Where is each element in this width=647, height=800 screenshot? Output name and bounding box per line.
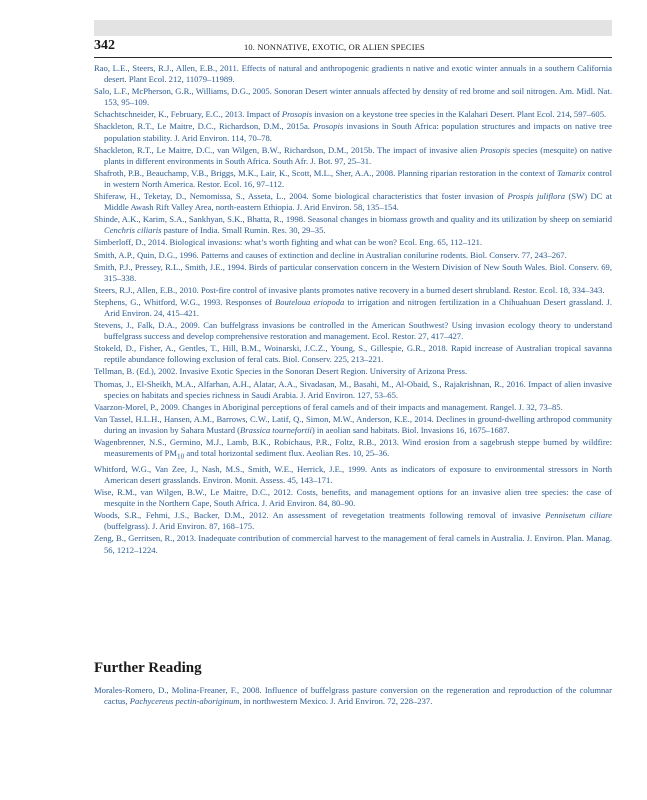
reference-entry: Rao, L.E., Steers, R.J., Allen, E.B., 2011. Effects of natural and anthropogenic gradients n native and exotic winter annuals in a southern California desert. Plant Ecol. 212, 11079–11989. [94, 63, 612, 85]
reference-entry: Zeng, B., Gerritsen, R., 2013. Inadequate contribution of commercial harvest to the management of feral camels in Australia. J. Environ. Plan. Manag. 56, 1212–1224. [94, 533, 612, 555]
reference-entry: Whitford, W.G., Van Zee, J., Nash, M.S., Smith, W.E., Herrick, J.E., 1999. Ants as indicators of exposure to environmental stressors in North American desert grasslands. Environ. Monit. Assess. 45, 143–171. [94, 463, 612, 485]
reference-entry: Smith, A.P., Quin, D.G., 1996. Patterns and causes of extinction and decline in Australian conilurine rodents. Biol. Conserv. 77, 243–267. [94, 249, 567, 260]
reference-entry: Stevens, J., Falk, D.A., 2009. Can buffelgrass invasions be controlled in the American Southwest? Using invasion ecology theory to understand buffelgrass success and develop comprehensive restoration and management. Ecol. Restor. 27, 417–427. [94, 320, 612, 342]
further-reading-list [94, 685, 612, 708]
reference-entry: Tellman, B. (Ed.), 2002. Invasive Exotic Species in the Sonoran Desert Region. University of Arizona Press. [94, 366, 468, 377]
reference-entry: Salo, L.F., McPherson, G.R., Williams, D.G., 2005. Sonoran Desert winter annuals affected by density of red brome and soil nitrogen. Am. Midl. Nat. 153, 95–109. [94, 86, 612, 108]
reference-entry: Shackleton, R.T., Le Maitre, D.C., Richardson, D.M., 2015a. Prosopis invasions in South Africa: population structures and impacts on native tree population stability. J. Arid Environ. 114, 70–78. [94, 121, 612, 143]
reference-entry: Morales-Romero, D., Molina-Freaner, F., 2008. Influence of buffelgrass pasture conversion on the regeneration and reproduction of the columnar cactus, Pachycereus pectin-aboriginum, in northwestern Mexico. J. Arid Environ. 72, 228–237. [94, 685, 612, 707]
reference-entry: Wagenbrenner, N.S., Germino, M.J., Lamb, B.K., Robichaus, P.R., Foltz, R.B., 2013. Wind erosion from a sagebrush steppe burned by wildfire: measurements of $PM_{10}$ and total horizontal sediment flux. Aeolian Res. 10, 25–36. [94, 437, 612, 461]
reference-entry: Thomas, J., El-Sheikh, M.A., Alfarhan, A.H., Alatar, A.A., Sivadasan, M., Basahi, M., Al-Obaid, S., Rajakrishnan, R., 2016. Impact of alien invasive species on habitats and species richness in Saudi Arabia. J. Arid Environ. 127, 53–65. [94, 378, 612, 400]
running-head [94, 37, 612, 58]
further-reading-heading: Further Reading [94, 660, 202, 676]
reference-entry: Stokeld, D., Fisher, A., Gentles, T., Hill, B.M., Woinarski, J.C.Z., Young, S., Gillespie, G.R., 2018. Rapid increase of Australian tropical savanna reptile abundance following exclusion of feral cats. Biol. Conserv. 225, 213–221. [94, 343, 612, 365]
reference-entry: Shackleton, R.T., Le Maitre, D.C., van Wilgen, B.W., Richardson, D.M., 2015b. The impact of invasive alien Prosopis species (mesquite) on native plants in different environments in South Africa. South Afr. J. Bot. 97, 25–31. [94, 144, 612, 166]
chapter-title: 10. NONNATIVE, EXOTIC, OR ALIEN SPECIES [244, 43, 425, 52]
page-number: 342 [94, 38, 115, 53]
reference-entry: Steers, R.J., Allen, E.B., 2010. Post-fire control of invasive plants promotes native recovery in a burned desert shrubland. Restor. Ecol. 18, 334–343. [94, 284, 605, 295]
reference-entry: Woods, S.R., Fehmi, J.S., Backer, D.M., 2012. An assessment of revegetation treatments following removal of invasive Pennisetum ciliare (buffelgrass). J. Arid Environ. 87, 168–175. [94, 510, 612, 532]
reference-entry: Shinde, A.K., Karim, S.A., Sankhyan, S.K., Bhatta, R., 1998. Seasonal changes in biomass growth and quality and its utilization by sheep on semiarid Cenchris ciliaris pasture of India. Small Rumin. Res. 30, 29–35. [94, 214, 612, 236]
header-band [94, 20, 612, 36]
reference-entry: Smith, P.J., Pressey, R.L., Smith, J.E., 1994. Birds of particular conservation concern in the Western Division of New South Wales. Biol. Conserv. 69, 315–338. [94, 261, 612, 283]
reference-entry: Van Tassel, H.L.H., Hansen, A.M., Barrows, C.W., Latif, Q., Simon, M.W., Anderson, K.E., 2014. Declines in ground-dwelling arthropod community during an invasion by Sahara Mustard (Brassica tournefortii) in aeolian sand habitats. Biol. Invasions 16, 1675–1687. [94, 413, 612, 435]
reference-entry: Stephens, G., Whitford, W.G., 1993. Responses of Bouteloua eriopoda to irrigation and nitrogen fertilization in a Chihuahuan Desert grassland. J. Arid Environ. 24, 415–421. [94, 296, 612, 318]
reference-entry: Shafroth, P.B., Beauchamp, V.B., Briggs, M.K., Lair, K., Scott, M.L., Sher, A.A., 2008. Planning riparian restoration in the context of Tamarix control in western North America. Restor. Ecol. 16, 97–112. [94, 167, 612, 189]
reference-entry: Simberloff, D., 2014. Biological invasions: what’s worth fighting and what can be won? Ecol. Eng. 65, 112–121. [94, 237, 483, 248]
reference-entry: Vaarzon-Morel, P., 2009. Changes in Aboriginal perceptions of feral camels and of their impacts and management. Rangel. J. 32, 73–85. [94, 401, 563, 412]
reference-entry: Wise, R.M., van Wilgen, B.W., Le Maitre, D.C., 2012. Costs, benefits, and management options for an invasive alien tree species: the case of mesquite in the Northern Cape, South Africa. J. Arid Environ. 84, 80–90. [94, 487, 612, 509]
reference-list [94, 63, 612, 557]
reference-entry: Shiferaw, H., Teketay, D., Nemomissa, S., Asseta, L., 2004. Some biological characteristics that foster invasion of Prospis juliflora (SW) DC at Middle Awash Rift Valley Area, north-eastern Ethiopia. J. Arid Environ. 58, 135–154. [94, 191, 612, 213]
reference-entry: Schachtschneider, K., February, E.C., 2013. Impact of Prosopis invasion on a keystone tree species in the Kalahari Desert. Plant Ecol. 214, 597–605. [94, 109, 607, 120]
